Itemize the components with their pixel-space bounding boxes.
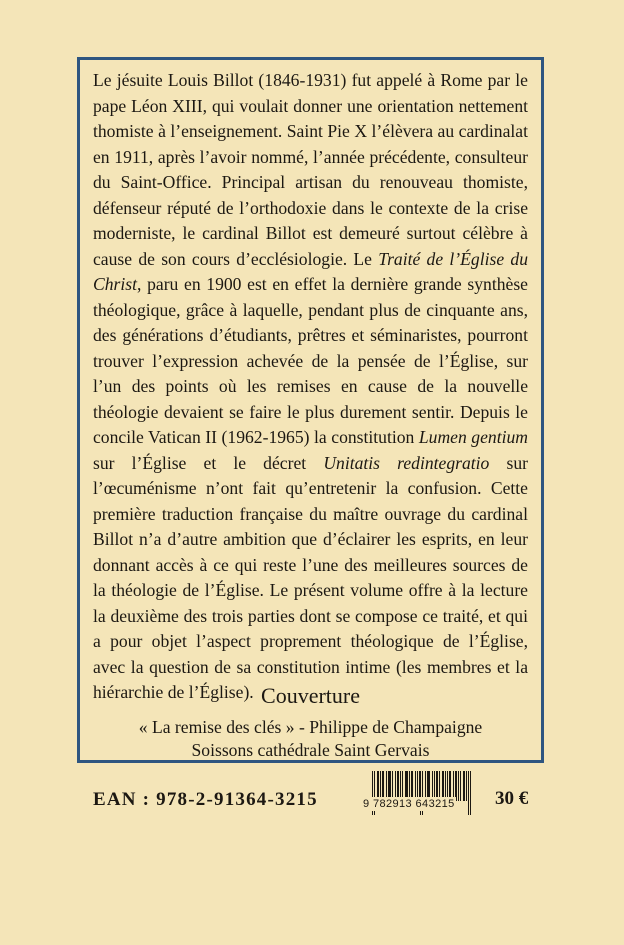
barcode-bar — [466, 771, 467, 801]
blurb-title-traite: Traité de l’Église du Christ — [93, 248, 528, 294]
blurb-title-unitatis: Unitatis redintegratio — [323, 452, 490, 473]
barcode-bar — [468, 771, 469, 815]
barcode-bar — [463, 771, 464, 801]
blurb-text — [93, 68, 528, 706]
barcode-bar — [456, 771, 457, 801]
cover-heading: Couverture — [261, 683, 360, 708]
blurb-part-1: Le jésuite Louis Billot (1846-1931) fut appelé à Rome par le pape Léon XIII, qui voulait donner une orientation nettement thomiste à l’enseignement. Saint Pie X l’élèvera au cardinalat en 1911, après l’avoir nommé, l’année précédente, consulteur du Saint-Office. Principal artisan du renouveau thomiste, défenseur réputé de l’orthodoxie dans le contexte de la crise moderniste, le cardinal Billot est demeuré surtout célèbre à cause de son cours d’ecclésiologie. Le — [93, 70, 528, 269]
barcode-digits: 9 782913 643215 — [363, 798, 455, 810]
back-cover-frame — [77, 57, 544, 763]
price: 30 € — [495, 788, 529, 809]
ean-label: EAN : 978-2-91364-3215 — [93, 789, 318, 810]
blurb-part-2: , paru en 1900 est en effet la dernière grande synthèse théologique, grâce à laquelle, pendant plus de cinquante ans, des générations d’étudiants, prêtres et séminaristes, pourront trouver l’expression achevée de la pensée de l’Église, sur l’un des points où les remises en cause de la nouvelle théologie devaient se faire le plus durement sentir. Depuis le concile Vatican II (1962-1965) la constitution — [93, 274, 528, 447]
barcode-bar — [470, 771, 471, 815]
cover-caption-title: « La remise des clés » - Philippe de Champaigne — [138, 717, 483, 737]
blurb-title-lumen-gentium: Lumen gentium — [418, 427, 528, 447]
barcode-bar — [464, 771, 465, 801]
cover-caption-location: Soissons cathédrale Saint Gervais — [191, 740, 430, 760]
blurb-part-3: sur l’Église et le décret — [93, 452, 324, 473]
barcode-bar — [458, 771, 459, 801]
blurb-part-4: sur l’œcuménisme n’ont fait qu’entretenir la confusion. Cette première traduction française du maître ouvrage du cardinal Billot n’a d’autre ambition que d’éclairer les esprits, en leur donnant accès à ce qui reste l’une des meilleures sources de la théologie de l’Église. Le présent volume offre à la lecture la deuxième des trois parties dont se compose ce traité, et qui a pour objet l’aspect proprement théologique de l’Église, avec la question de sa constitution intime (les membres et la hiérarchie de l’Église). — [93, 452, 529, 702]
barcode-bar — [460, 771, 461, 801]
